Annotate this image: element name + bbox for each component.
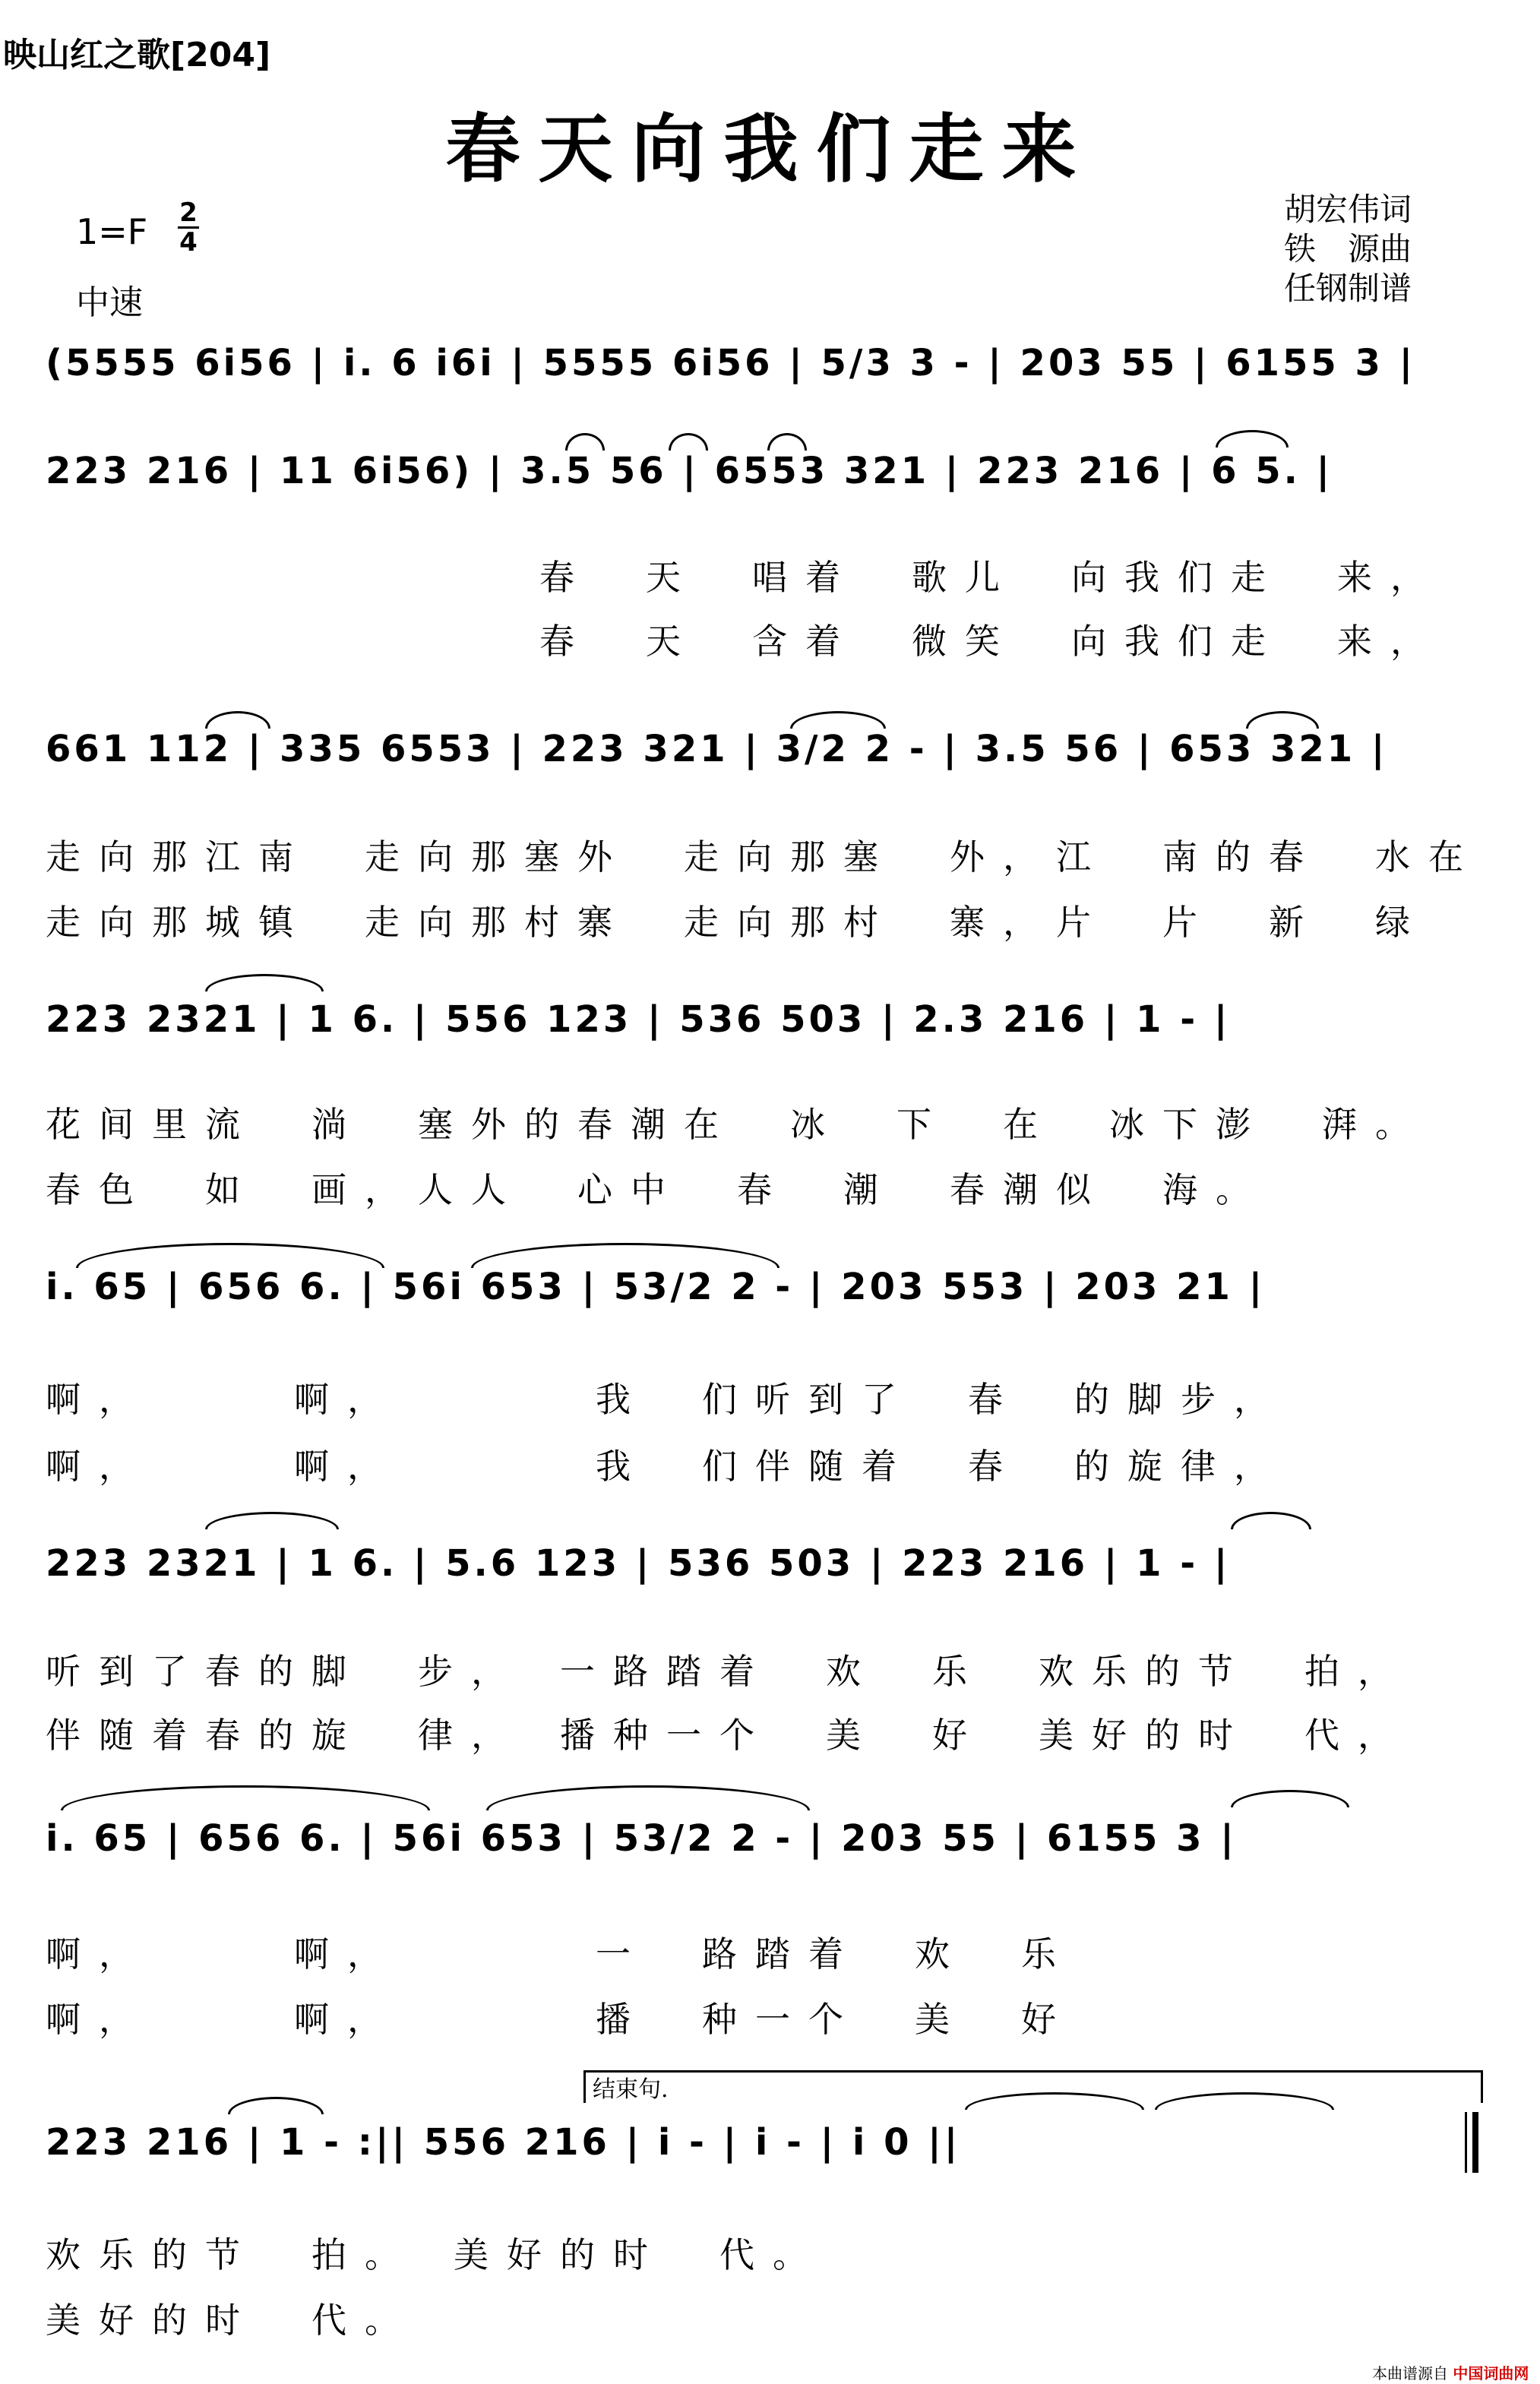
notation-line-3: 661 112 | 335 6553 | 223 321 | 3/2 2 - | 3.5 56 | 653 321 | [46, 728, 1388, 770]
slur-mark [228, 2097, 324, 2114]
lyric-line-2-verse-1: 春 天 唱着 歌儿 向我们走 来， [539, 557, 1444, 598]
lyric-line-5-verse-2: 啊， 啊， 我 们伴随着 春 的旋律， [46, 1446, 1287, 1487]
tempo-marking: 中速 [76, 283, 143, 322]
slur-mark [669, 433, 708, 451]
source-footer [1372, 2361, 1529, 2383]
time-sig-top: 2 [179, 198, 198, 228]
time-sig-bottom: 4 [179, 227, 198, 258]
slur-mark [76, 1243, 384, 1268]
notation-line-6: 223 2321 | 1 6. | 5.6 123 | 536 503 | 223 216 | 1 - | [46, 1542, 1231, 1585]
notation-line-8: 223 216 | 1 - :|| 556 216 | i - | i - | i 0 || [46, 2121, 961, 2164]
slur-mark [61, 1785, 430, 1810]
slur-mark [471, 1243, 779, 1268]
footer-prefix: 本曲谱源自 [1372, 2364, 1448, 2382]
notation-line-5: i. 65 | 656 6. | 56i 653 | 53/2 2 - | 203 553 | 203 21 | [46, 1266, 1266, 1308]
song-title: 春天向我们走来 [445, 106, 1095, 193]
lyric-line-6-verse-1: 听到了春的脚 步， 一路踏着 欢 乐 欢乐的节 拍， [46, 1651, 1411, 1692]
lyric-line-8-verse-2: 美好的时 代。 [46, 2300, 418, 2341]
lyric-line-8-verse-1: 欢乐的节 拍。 美好的时 代。 [46, 2234, 826, 2275]
slur-mark [205, 1512, 339, 1529]
lyric-line-4-verse-2: 春色 如 画，人人 心中 春 潮 春潮似 海。 [46, 1169, 1269, 1210]
lyric-line-7-verse-2: 啊， 啊， 播 种一个 美 好 [46, 1999, 1074, 2040]
lyric-line-3-verse-1: 走向那江南 走向那塞外 走向那塞 外，江 南的春 水在 [46, 836, 1481, 877]
slur-mark [1246, 711, 1319, 729]
lyric-line-4-verse-1: 花间里流 淌 塞外的春潮在 冰 下 在 冰下澎 湃。 [46, 1104, 1428, 1145]
slur-mark [205, 974, 324, 991]
key-signature: 1=F [76, 211, 148, 252]
composer-credit: 铁 源曲 [1284, 230, 1412, 267]
series-label: 映山红之歌[204] [3, 36, 271, 74]
lyric-line-5-verse-1: 啊， 啊， 我 们听到了 春 的脚步， [46, 1379, 1287, 1420]
slur-mark [1231, 1512, 1311, 1529]
slur-mark [1216, 430, 1289, 447]
time-signature [178, 199, 199, 256]
slur-mark [565, 433, 605, 451]
slur-mark [1231, 1790, 1349, 1807]
credits [1284, 190, 1412, 308]
lyric-line-2-verse-2: 春 天 含着 微笑 向我们走 来， [539, 621, 1444, 662]
slur-mark [205, 711, 270, 729]
slur-mark [486, 1785, 810, 1810]
final-barline-thick [1472, 2112, 1478, 2173]
slur-mark [767, 433, 807, 451]
notation-line-2: 223 216 | 11 6i56) | 3.5 56 | 6553 321 | 223 216 | 6 5. | [46, 450, 1333, 492]
lyric-line-3-verse-2: 走向那城镇 走向那村寨 走向那村 寨，片 片 新 绿 [46, 902, 1428, 943]
notation-line-4: 223 2321 | 1 6. | 556 123 | 536 503 | 2.3 216 | 1 - | [46, 998, 1231, 1041]
footer-site: 中国词曲网 [1453, 2364, 1529, 2382]
lyric-line-6-verse-2: 伴随着春的旋 律， 播种一个 美 好 美好的时 代， [46, 1715, 1411, 1756]
notation-line-1: (5555 6i56 | i. 6 i6i | 5555 6i56 | 5/3 3 - | 203 55 | 6155 3 | [46, 342, 1416, 384]
slur-mark [790, 711, 886, 729]
notation-line-7: i. 65 | 656 6. | 56i 653 | 53/2 2 - | 203 55 | 6155 3 | [46, 1817, 1237, 1860]
transcriber-credit: 任钢制谱 [1284, 270, 1412, 307]
lyric-line-7-verse-1: 啊， 啊， 一 路踏着 欢 乐 [46, 1933, 1074, 1975]
final-barline-thin [1465, 2112, 1467, 2173]
lyricist-credit: 胡宏伟词 [1284, 191, 1412, 228]
ending-label: 结束句. [593, 2076, 669, 2103]
